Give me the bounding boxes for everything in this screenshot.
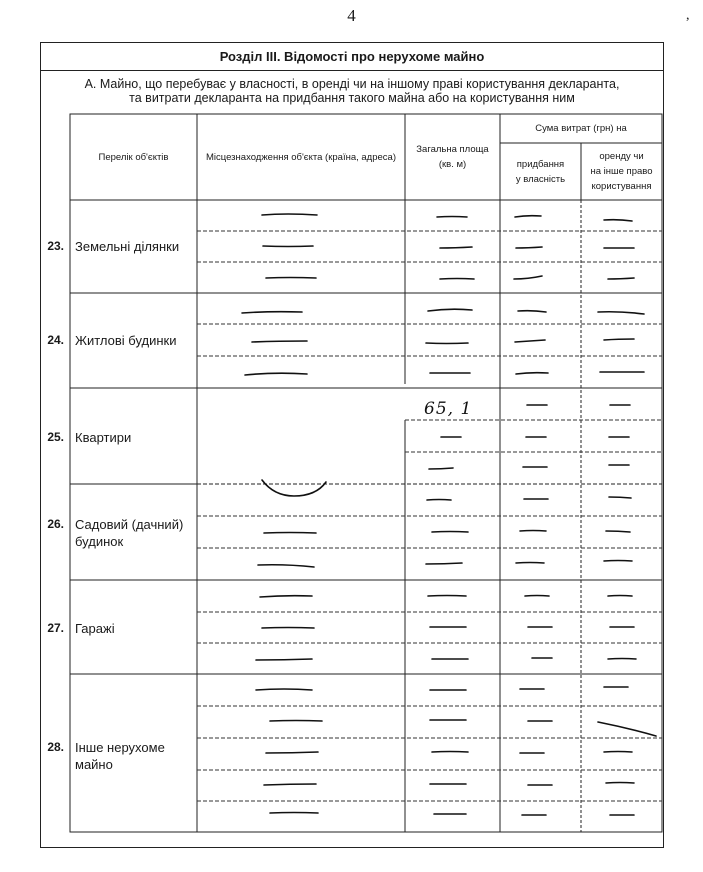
category-label (75, 516, 183, 550)
header-rent-line2: на інше право (590, 166, 653, 177)
subtitle-line-2: та витрати декларанта на придбання такого майна або на користування ним (129, 91, 575, 105)
handwritten-area-value: 65, 1 (424, 399, 473, 419)
row-number-27: 27. (47, 621, 64, 635)
category-label: Гаражі (75, 621, 115, 636)
row-number-23: 23. (47, 239, 64, 253)
header-area-line1: Загальна площа (416, 144, 489, 155)
category-label (75, 739, 165, 773)
table-border (70, 114, 662, 832)
header-purchase (500, 143, 581, 200)
header-area-line2: (кв. м) (438, 159, 467, 170)
header-rent-line1: оренду чи (599, 151, 644, 162)
corner-mark: , (686, 8, 690, 23)
subtitle-line-1: А. Майно, що перебуває у власності, в оренді чи на іншому праві користування декларанта, (84, 77, 620, 91)
category-label: Житлові будинки (75, 333, 177, 348)
section-title: Розділ ІІІ. Відомості про нерухоме майно (40, 42, 664, 71)
category-label-line1: Інше нерухоме (75, 740, 165, 755)
header-area (405, 114, 500, 200)
category-label-line1: Садовий (дачний) (75, 517, 184, 532)
header-purchase-line2: у власність (515, 173, 566, 185)
category-label-line2: майно (75, 757, 113, 772)
row-number-26: 26. (47, 517, 64, 531)
category-label: Квартири (75, 430, 132, 445)
header-location: Місцезнаходження об'єкта (країна, адреса) (206, 151, 396, 163)
page-number: 4 (347, 6, 356, 25)
header-expenses: Сума витрат (грн) на (535, 123, 627, 134)
header-rent-line3: користування (591, 181, 652, 192)
row-number-24: 24. (47, 333, 64, 347)
category-label-line2: будинок (75, 534, 124, 549)
category-label: Земельні ділянки (75, 239, 180, 254)
handwritten-dashes (242, 214, 656, 815)
row-number-25: 25. (47, 430, 64, 444)
row-number-28: 28. (47, 740, 64, 754)
header-purchase-line1: придбання (516, 158, 565, 170)
header-objects: Перелік об'єктів (98, 151, 169, 163)
header-rent (581, 143, 662, 200)
